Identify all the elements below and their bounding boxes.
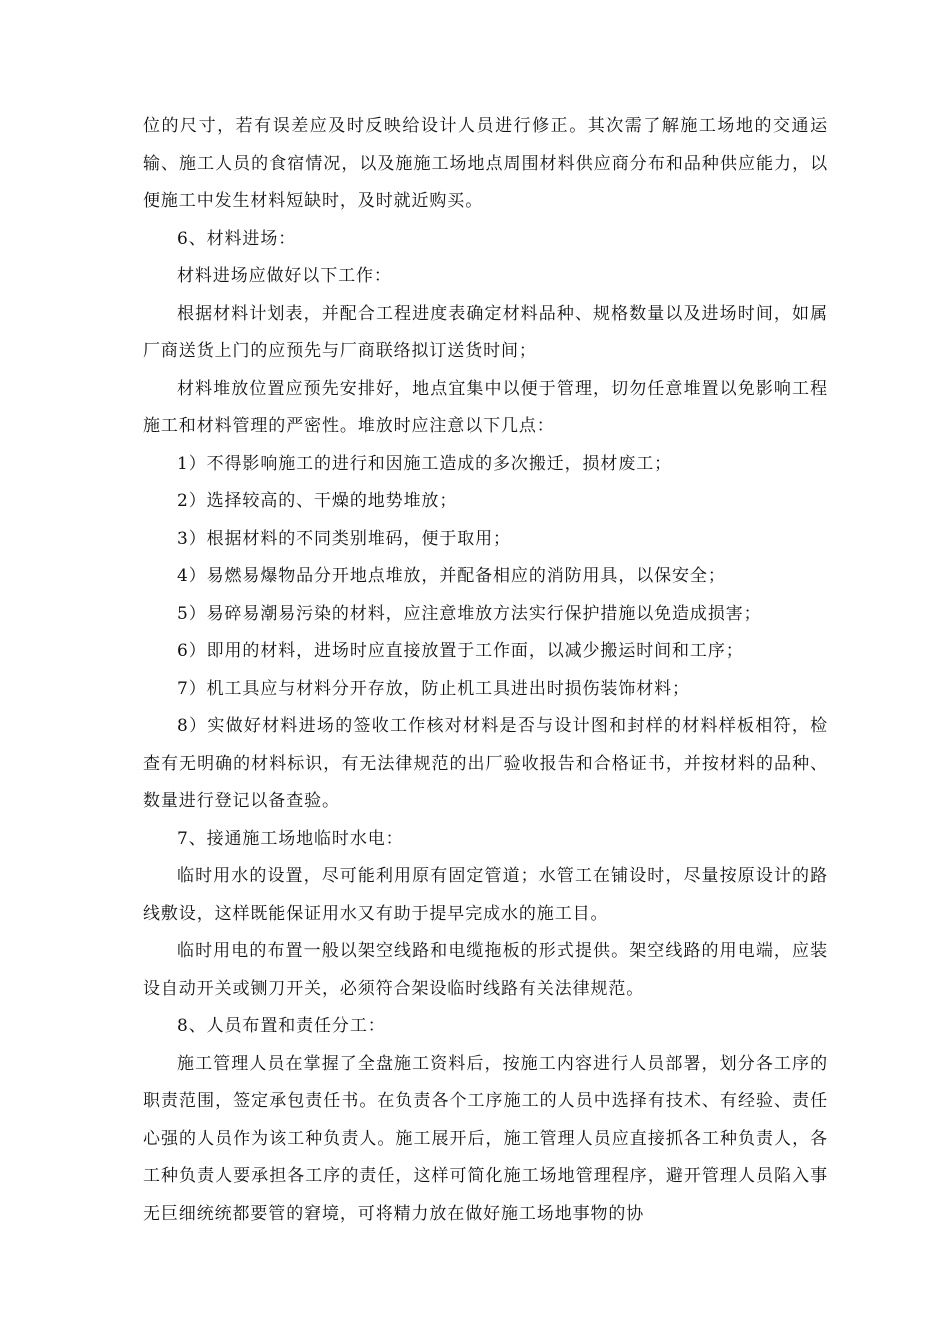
- list-item-7: 7）机工具应与材料分开存放，防止机工具进出时损伤装饰材料；: [177, 678, 690, 699]
- paragraph-material-storage: 材料堆放位置应预先安排好，地点宜集中以便于管理，切勿任意堆置以免影响工程施工和材料管理的严密性。堆放时应注意以下几点：: [143, 378, 828, 436]
- paragraph-staffing: 施工管理人员在掌握了全盘施工资料后，按施工内容进行人员部署，划分各工序的职责范围，签定承包责任书。在负责各个工序施工的人员中选择有技术、有经验、责任心强的人员作为该工种负责人。施工展开后，施工管理人员应直接抓各工种负责人，各工种负责人要承担各工序的责任，这样可简化施工场地管理程序，避开管理人员陷入事无巨细统统都要管的窘境，可将精力放在做好施工场地事物的协: [143, 1053, 828, 1224]
- paragraph-material-plan: 根据材料计划表，并配合工程进度表确定材料品种、规格数量以及进场时间，如属厂商送货上门的应预先与厂商联络拟订送货时间；: [143, 303, 828, 361]
- list-item-8: 8）实做好材料进场的签收工作核对材料是否与设计图和封样的材料样板相符，检查有无明确的材料标识，有无法律规范的出厂验收报告和合格证书，并按材料的品种、数量进行登记以备查验。: [143, 716, 828, 811]
- section-heading-material-entry: 6、材料进场：: [177, 228, 297, 249]
- section-heading-staffing: 8、人员布置和责任分工：: [177, 1016, 386, 1036]
- list-item-3: 3）根据材料的不同类别堆码，便于取用；: [177, 528, 511, 549]
- paragraph-temporary-water: 临时用水的设置，尽可能利用原有固定管道；水管工在铺设时，尽量按原设计的路线敷设，这样既能保证用水又有助于提早完成水的施工目。: [143, 866, 828, 924]
- list-item-4: 4）易燃易爆物品分开地点堆放，并配备相应的消防用具，以保安全；: [177, 566, 726, 586]
- document-body: [143, 108, 828, 1233]
- paragraph-material-entry-intro: 材料进场应做好以下工作：: [177, 266, 392, 286]
- section-heading-temporary-utilities: 7、接通施工场地临时水电：: [177, 828, 404, 849]
- list-item-1: 1）不得影响施工的进行和因施工造成的多次搬迁，损材废工；: [177, 453, 673, 474]
- paragraph-temporary-power: 临时用电的布置一般以架空线路和电缆拖板的形式提供。架空线路的用电端，应装设自动开关或铡刀开关，必须符合架设临时线路有关法律规范。: [143, 941, 828, 999]
- list-item-5: 5）易碎易潮易污染的材料，应注意堆放方法实行保护措施以免造成损害；: [177, 603, 762, 624]
- list-item-2: 2）选择较高的、干燥的地势堆放；: [177, 491, 458, 511]
- list-item-6: 6）即用的材料，进场时应直接放置于工作面，以减少搬运时间和工序；: [177, 641, 744, 661]
- paragraph-continuation: 位的尺寸，若有误差应及时反映给设计人员进行修正。其次需了解施工场地的交通运输、施工人员的食宿情况，以及施施工场地点周围材料供应商分布和品种供应能力，以便施工中发生材料短缺时，及时就近购买。: [143, 116, 828, 211]
